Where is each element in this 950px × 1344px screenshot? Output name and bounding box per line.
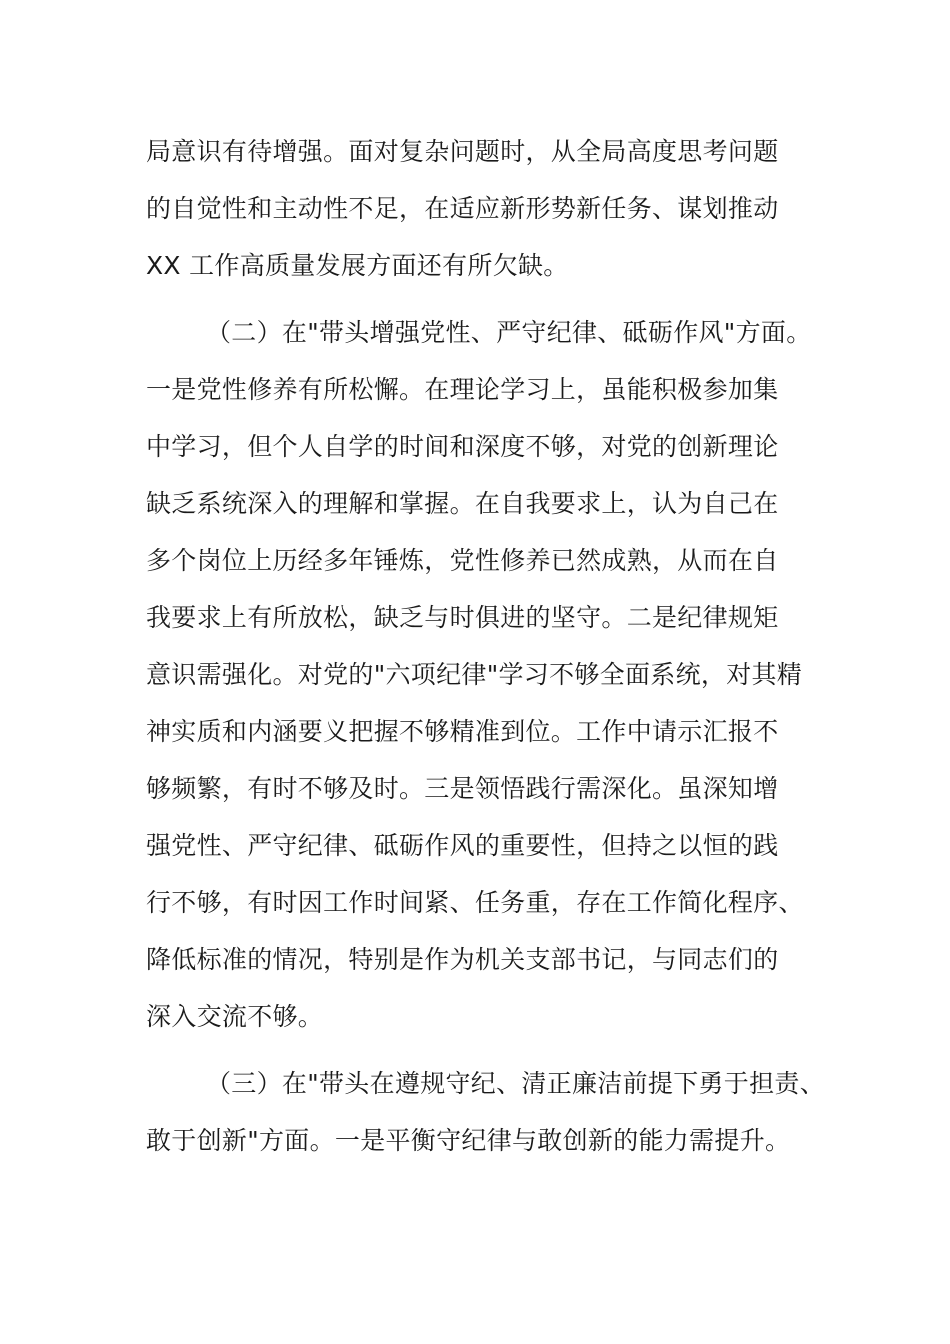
text-line: 意识需强化。对党的"六项纪律"学习不够全面系统，对其精 [146, 660, 803, 689]
text-line: 深入交流不够。 [146, 1002, 324, 1031]
text-line: 够频繁，有时不够及时。三是领悟践行需深化。虽深知增 [146, 774, 779, 803]
text-line: 中学习，但个人自学的时间和深度不够，对党的创新理论 [146, 432, 779, 461]
text-line: 的自觉性和主动性不足，在适应新形势新任务、谋划推动 [146, 194, 779, 223]
text-line: 行不够，有时因工作时间紧、任务重，存在工作简化程序、 [146, 888, 804, 917]
text-line: 缺乏系统深入的理解和掌握。在自我要求上，认为自己在 [146, 489, 779, 518]
text-line: 局意识有待增强。面对复杂问题时，从全局高度思考问题 [146, 137, 779, 166]
text-line: 一是党性修养有所松懈。在理论学习上，虽能积极参加集 [146, 375, 779, 404]
text-line: 多个岗位上历经多年锤炼，党性修养已然成熟，从而在自 [146, 546, 779, 575]
text-line: XX 工作高质量发展方面还有所欠缺。 [146, 251, 569, 280]
text-line: 强党性、严守纪律、砥砺作风的重要性，但持之以恒的践 [146, 831, 779, 860]
text-line: 神实质和内涵要义把握不够精准到位。工作中请示汇报不 [146, 717, 779, 746]
text-line: 我要求上有所放松，缺乏与时俱进的坚守。二是纪律规矩 [146, 603, 779, 632]
text-line: 敢于创新"方面。一是平衡守纪律与敢创新的能力需提升。 [146, 1126, 791, 1155]
section-heading: （三）在"带头在遵规守纪、清正廉洁前提下勇于担责、 [206, 1069, 826, 1098]
text-line: 降低标准的情况，特别是作为机关支部书记，与同志们的 [146, 945, 779, 974]
section-heading: （二）在"带头增强党性、严守纪律、砥砺作风"方面。 [206, 318, 812, 347]
